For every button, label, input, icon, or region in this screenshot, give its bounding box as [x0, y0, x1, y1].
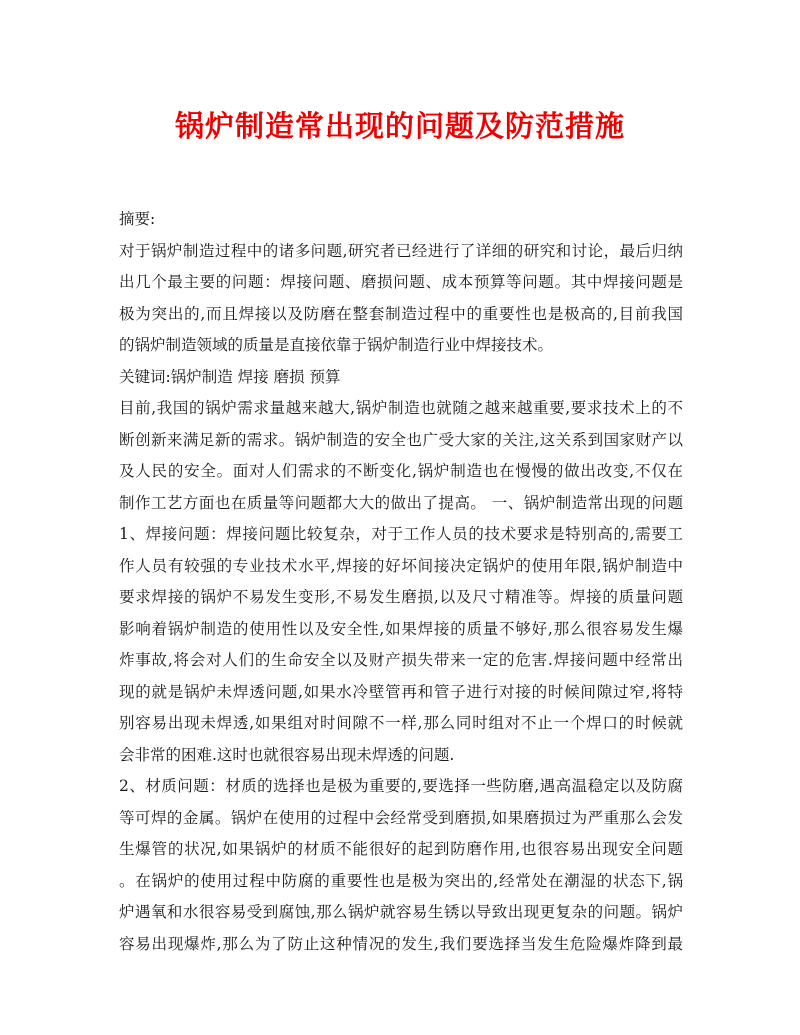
- text-line: 1、焊接问题：焊接问题比较复杂，对于工作人员的技术要求是特别高的,需要工: [119, 525, 683, 543]
- text-line: 2、材质问题：材质的选择也是极为重要的,要选择一些防磨,遇高温稳定以及防腐: [119, 777, 683, 795]
- text-line: 目前,我国的锅炉需求量越来越大,锅炉制造也就随之越来越重要,要求技术上的不: [119, 399, 683, 417]
- text-line: 别容易出现未焊透,如果组对时间隙不一样,那么同时组对不止一个焊口的时候就: [119, 714, 683, 732]
- text-line: 出几个最主要的问题：焊接问题、磨损问题、成本预算等问题。其中焊接问题是: [119, 273, 683, 291]
- text-line: 等可焊的金属。锅炉在使用的过程中会经常受到磨损,如果磨损过为严重那么会发: [119, 808, 683, 827]
- text-line: 摘要:: [119, 210, 156, 228]
- text-line: 关键词:锅炉制造 焊接 磨损 预算: [119, 367, 341, 386]
- text-line: 生爆管的状况,如果锅炉的材质不能很好的起到防磨作用,也很容易出现安全问题: [119, 840, 683, 858]
- text-line: 的锅炉制造领域的质量是直接依靠于锅炉制造行业中焊接技术。: [119, 336, 554, 354]
- document-title: 锅炉制造常出现的问题及防范措施: [174, 109, 625, 143]
- text-line: 容易出现爆炸,那么为了防止这种情况的发生,我们要选择当发生危险爆炸降到最: [119, 934, 683, 953]
- text-line: 极为突出的,而且焊接以及防磨在整套制造过程中的重要性也是极高的,目前我国: [119, 304, 683, 323]
- text-line: 对于锅炉制造过程中的诸多问题,研究者已经进行了详细的研究和讨论，最后归纳: [119, 241, 683, 260]
- text-line: 会非常的困难.这时也就很容易出现未焊透的问题.: [119, 745, 455, 764]
- text-line: 影响着锅炉制造的使用性以及安全性,如果焊接的质量不够好,那么很容易发生爆: [119, 619, 683, 638]
- text-line: 制作工艺方面也在质量等问题都大大的做出了提高。 一、锅炉制造常出现的问题: [119, 493, 683, 512]
- text-line: 炉遇氧和水很容易受到腐蚀,那么锅炉就容易生锈以导致出现更复杂的问题。锅炉: [119, 903, 683, 921]
- text-line: 作人员有较强的专业技术水平,焊接的好坏间接决定锅炉的使用年限,锅炉制造中: [119, 556, 683, 575]
- text-line: 断创新来满足新的需求。锅炉制造的安全也广受大家的关注,这关系到国家财产以: [119, 430, 683, 449]
- document-body: [119, 204, 683, 960]
- text-line: 要求焊接的锅炉不易发生变形,不易发生磨损,以及尺寸精准等。焊接的质量问题: [119, 588, 683, 606]
- text-line: 炸事故,将会对人们的生命安全以及财产损失带来一定的危害.焊接问题中经常出: [119, 651, 683, 669]
- text-line: 现的就是锅炉未焊透问题,如果水冷壁管再和管子进行对接的时候间隙过窄,将特: [119, 682, 683, 701]
- text-line: 及人民的安全。面对人们需求的不断变化,锅炉制造也在慢慢的做出改变,不仅在: [119, 462, 683, 480]
- text-line: 。在锅炉的使用过程中防腐的重要性也是极为突出的,经常处在潮湿的状态下,锅: [119, 871, 683, 890]
